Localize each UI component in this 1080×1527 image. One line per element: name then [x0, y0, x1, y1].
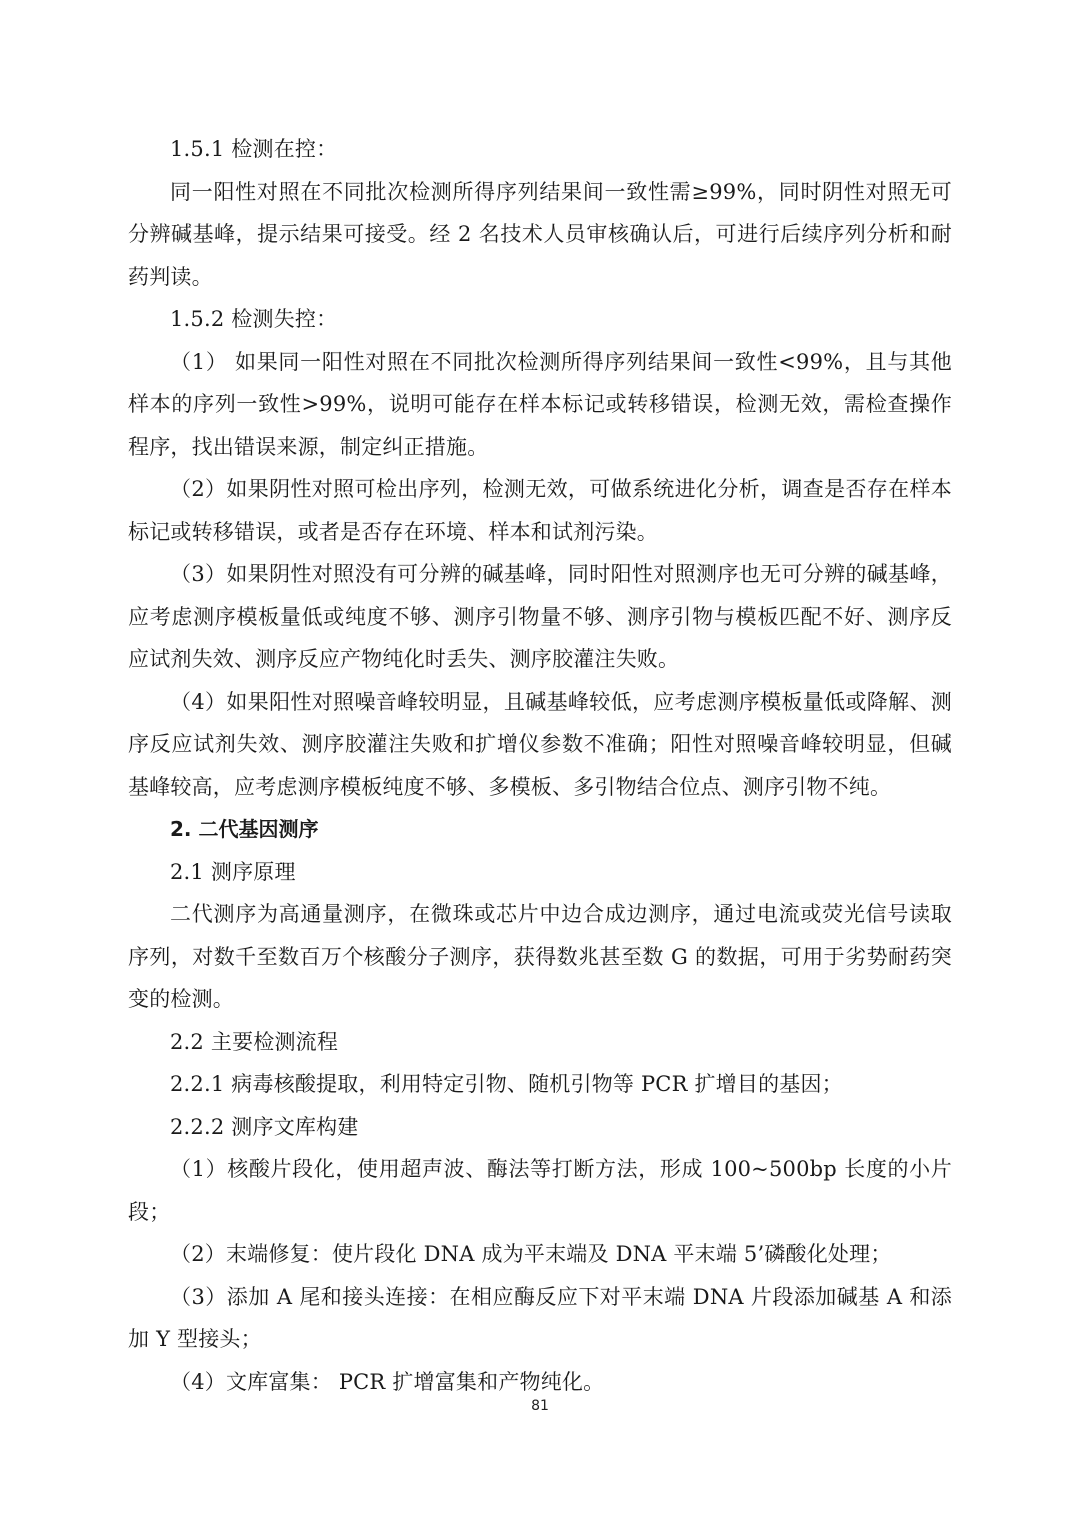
paragraph-2-2-2-title: 2.2.2 测序文库构建: [170, 1114, 359, 1139]
paragraph-1-5-2-item-2: （2）如果阴性对照可检出序列，检测无效，可做系统进化分析，调查是否存在样本标记或转移错误，或者是否存在环境、样本和试剂污染。: [128, 477, 952, 544]
paragraph-2-2-2-item-4: （4）文库富集： PCR 扩增富集和产物纯化。: [170, 1369, 605, 1394]
page-number: 81: [531, 1398, 549, 1414]
paragraph-2-2-2-item-2: （2）末端修复：使片段化 DNA 成为平末端及 DNA 平末端 5’磷酸化处理；: [170, 1242, 892, 1266]
paragraph-2-2-2-item-1: （1）核酸片段化，使用超声波、酶法等打断方法，形成 100~500bp 长度的小片段；: [128, 1157, 952, 1224]
paragraph-1-5-2-item-1: （1） 如果同一阳性对照在不同批次检测所得序列结果间一致性<99%，且与其他样本的序列一致性>99%，说明可能存在样本标记或转移错误，检测无效，需检查操作程序，找出错误来源，制定纠正措施。: [128, 349, 952, 459]
paragraph-2-2-2-item-3: （3）添加 A 尾和接头连接：在相应酶反应下对平末端 DNA 片段添加碱基 A 和添加 Y 型接头；: [128, 1284, 952, 1351]
paragraph-2-1-title: 2.1 测序原理: [170, 859, 296, 884]
paragraph-1-5-2-item-4: （4）如果阳性对照噪音峰较明显，且碱基峰较低，应考虑测序模板量低或降解、测序反应试剂失效、测序胶灌注失败和扩增仪参数不准确；阳性对照噪音峰较明显，但碱基峰较高，应考虑测序模板纯度不够、多模板、多引物结合位点、测序引物不纯。: [128, 689, 952, 799]
paragraph-1-5-1-title: 1.5.1 检测在控：: [170, 137, 338, 161]
section-heading-2: 2. 二代基因测序: [170, 817, 319, 841]
paragraph-1-5-1-body: 同一阳性对照在不同批次检测所得序列结果间一致性需≥99%，同时阴性对照无可分辨碱基峰，提示结果可接受。经 2 名技术人员审核确认后，可进行后续序列分析和耐药判读。: [128, 179, 952, 289]
paragraph-2-2-1: 2.2.1 病毒核酸提取，利用特定引物、随机引物等 PCR 扩增目的基因；: [170, 1072, 843, 1096]
paragraph-2-2-title: 2.2 主要检测流程: [170, 1029, 339, 1054]
paragraph-1-5-2-item-3: （3）如果阴性对照没有可分辨的碱基峰，同时阳性对照测序也无可分辨的碱基峰，应考虑测序模板量低或纯度不够、测序引物量不够、测序引物与模板匹配不好、测序反应试剂失效、测序反应产物纯化时丢失、测序胶灌注失败。: [128, 562, 952, 671]
paragraph-2-1-body: 二代测序为高通量测序，在微珠或芯片中边合成边测序，通过电流或荧光信号读取序列，对数千至数百万个核酸分子测序，获得数兆甚至数 G 的数据，可用于劣势耐药突变的检测。: [128, 902, 952, 1011]
paragraph-1-5-2-title: 1.5.2 检测失控：: [170, 307, 338, 331]
document-body: [128, 128, 952, 1403]
